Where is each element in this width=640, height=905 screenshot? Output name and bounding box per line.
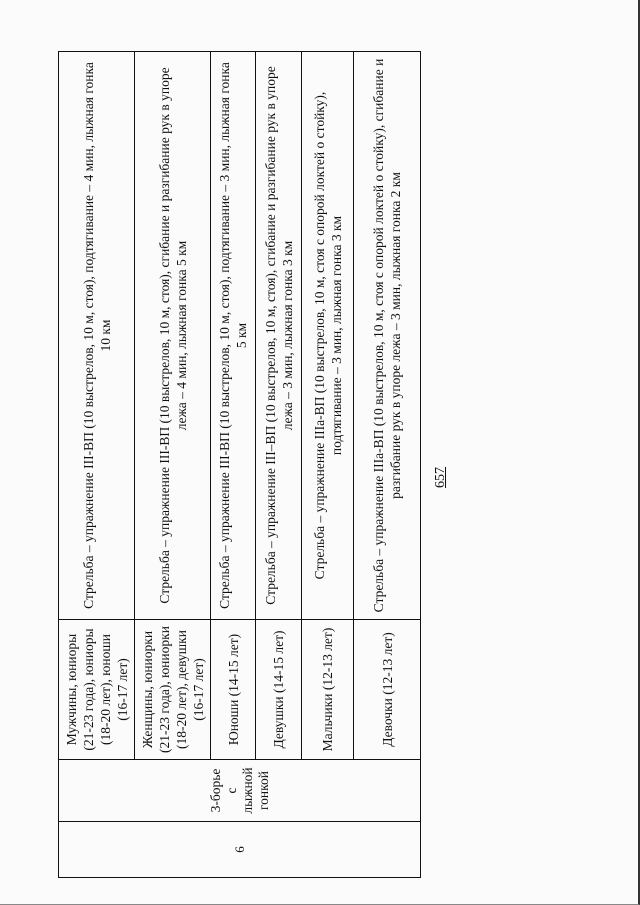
- age-group: Мужчины, юниоры (21-23 года), юниоры (18-20 лет), юноши (16-17 лет): [59, 620, 135, 760]
- event-category: 3-борье с лыжной гонкой: [59, 760, 421, 822]
- table-row: [256, 52, 302, 878]
- test-requirement: Стрельба – упражнение III-ВП (10 выстрелов, 10 м, стоя), сгибание и разгибание рук в упоре лежа – 4 мин, лыжная гонка 5 км: [135, 52, 211, 620]
- table-row: [302, 52, 354, 878]
- table-row: [354, 52, 421, 878]
- page-number: 657: [433, 467, 448, 488]
- test-requirement: Стрельба – упражнение III-ВП (10 выстрелов, 10 м, стоя), подтягивание – 3 мин, лыжная гонка 5 км: [211, 52, 256, 620]
- test-requirement: Стрельба – упражнение IIIа-ВП (10 выстрелов, 10 м, стоя с опорой локтей о стойку), подтягивание – 3 мин, лыжная гонка 3 км: [302, 52, 354, 620]
- age-group: Женщины, юниорки (21-23 года), юниорки (18-20 лет), девушки (16-17 лет): [135, 620, 211, 760]
- requirements-table: [58, 51, 421, 878]
- age-group: Девочки (12-13 лет): [354, 620, 421, 760]
- row-number: 6: [59, 822, 421, 878]
- table-row: [135, 52, 211, 878]
- age-group: Юноши (14-15 лет): [211, 620, 256, 760]
- age-group: Мальчики (12-13 лет): [302, 620, 354, 760]
- table-row: [59, 52, 135, 878]
- test-requirement: Стрельба – упражнение IIIа-ВП (10 выстрелов, 10 м, стоя с опорой локтей о стойку), сгибание и разгибание рук в упоре лежа – 3 мин, лыжная гонка 2 км: [354, 52, 421, 620]
- rotated-page: [58, 52, 448, 878]
- age-group: Девушки (14-15 лет): [256, 620, 302, 760]
- test-requirement: Стрельба – упражнение III-ВП (10 выстрелов, 10 м, стоя), подтягивание – 4 мин, лыжная гонка 10 км: [59, 52, 135, 620]
- table-row: [211, 52, 256, 878]
- test-requirement: Стрельба – упражнение III–ВП (10 выстрелов, 10 м, стоя), сгибание и разгибание рук в упоре лежа – 3 мин, лыжная гонка 3 км: [256, 52, 302, 620]
